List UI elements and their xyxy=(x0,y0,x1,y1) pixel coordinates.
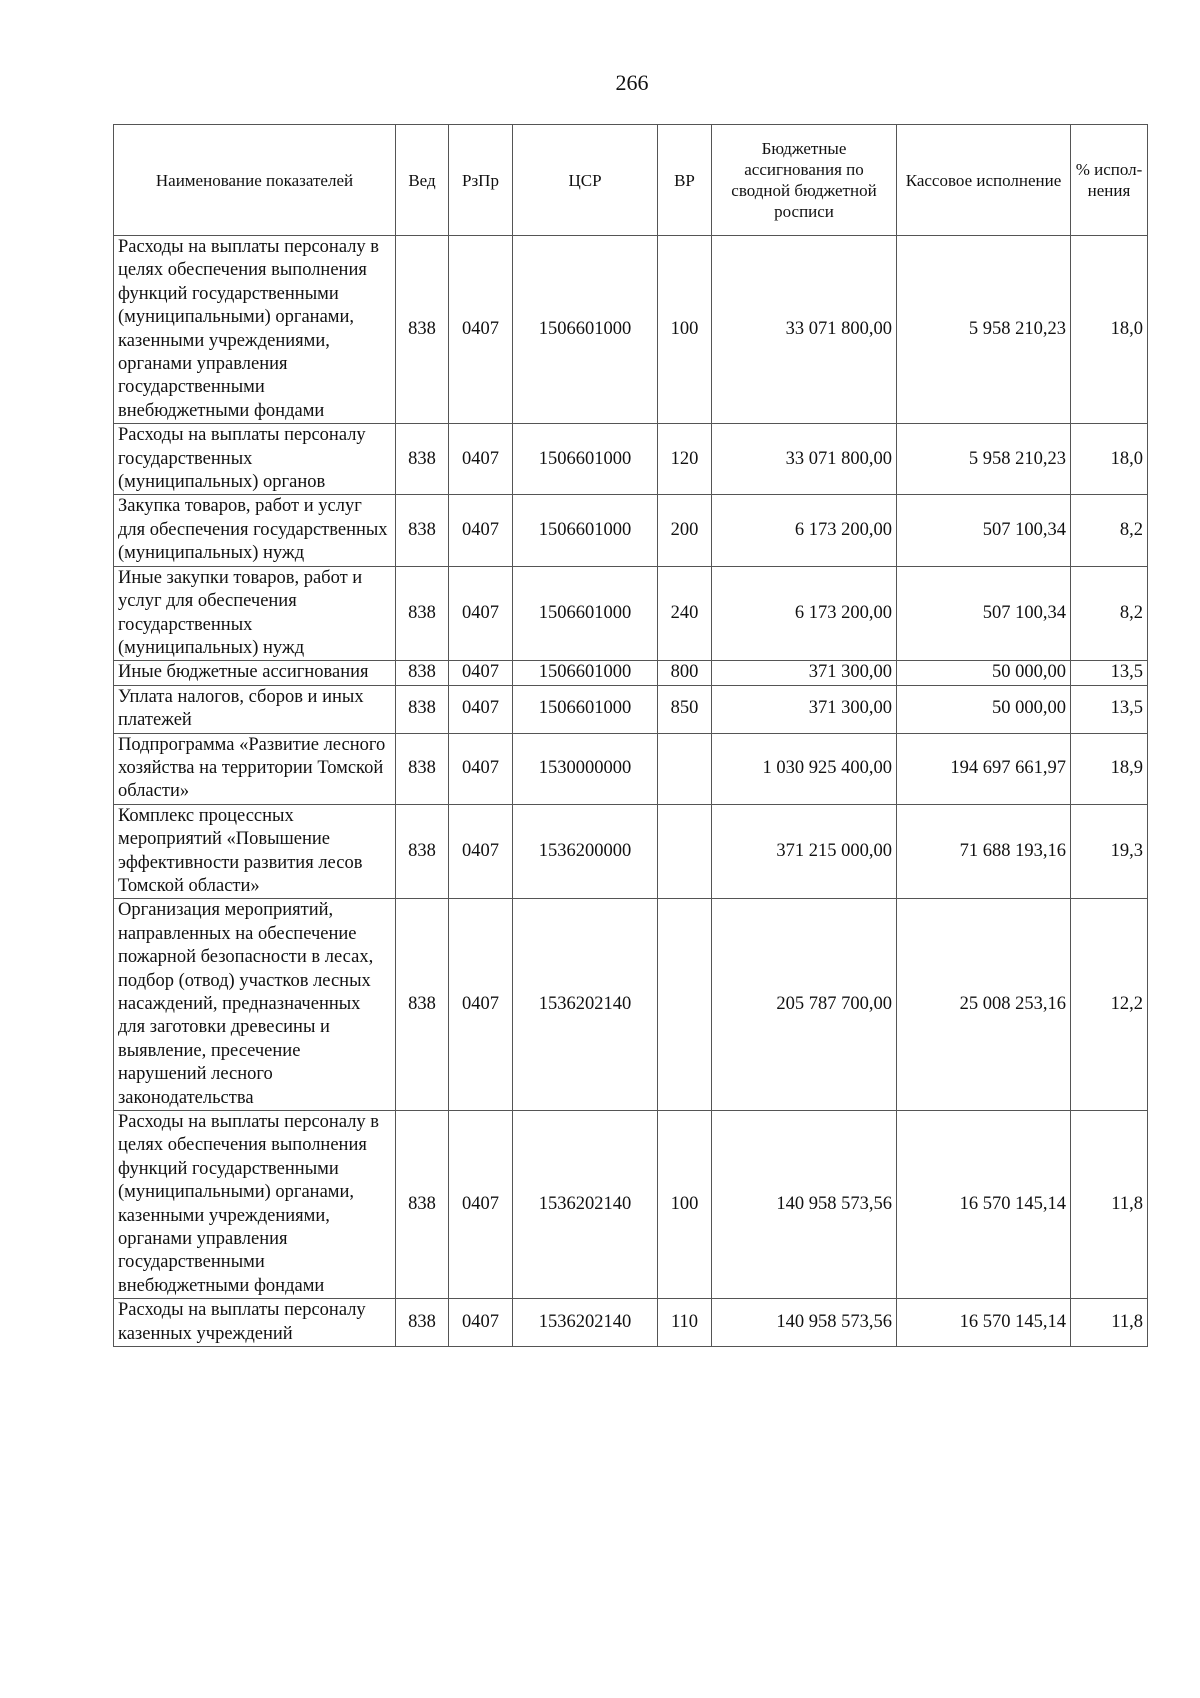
row-name: Уплата налогов, сборов и иных платежей xyxy=(114,685,396,733)
row-budget: 140 958 573,56 xyxy=(712,1299,897,1347)
row-vr: 120 xyxy=(658,424,712,495)
row-rzpr: 0407 xyxy=(449,424,513,495)
row-cash: 71 688 193,16 xyxy=(897,804,1071,899)
table-row xyxy=(114,804,1148,899)
row-percent: 12,2 xyxy=(1071,899,1148,1111)
row-rzpr: 0407 xyxy=(449,566,513,661)
row-budget: 371 300,00 xyxy=(712,661,897,685)
row-vr: 110 xyxy=(658,1299,712,1347)
table-row xyxy=(114,661,1148,685)
row-rzpr: 0407 xyxy=(449,236,513,424)
row-percent: 19,3 xyxy=(1071,804,1148,899)
row-budget: 140 958 573,56 xyxy=(712,1111,897,1299)
row-cash: 50 000,00 xyxy=(897,661,1071,685)
header-ved: Вед xyxy=(396,125,449,236)
row-percent: 13,5 xyxy=(1071,661,1148,685)
row-cash: 194 697 661,97 xyxy=(897,733,1071,804)
header-rzpr: РзПр xyxy=(449,125,513,236)
row-csr: 1506601000 xyxy=(513,424,658,495)
row-vr: 100 xyxy=(658,236,712,424)
header-cash: Кассовое исполнение xyxy=(897,125,1071,236)
row-percent: 18,0 xyxy=(1071,236,1148,424)
row-csr: 1530000000 xyxy=(513,733,658,804)
row-rzpr: 0407 xyxy=(449,495,513,566)
row-name: Подпрограмма «Развитие лесного хозяйства на территории Томской области» xyxy=(114,733,396,804)
row-rzpr: 0407 xyxy=(449,685,513,733)
row-csr: 1506601000 xyxy=(513,495,658,566)
row-budget: 205 787 700,00 xyxy=(712,899,897,1111)
row-vr xyxy=(658,733,712,804)
row-ved: 838 xyxy=(396,685,449,733)
budget-execution-table xyxy=(113,124,1148,1347)
row-rzpr: 0407 xyxy=(449,1111,513,1299)
row-csr: 1506601000 xyxy=(513,236,658,424)
row-name: Расходы на выплаты персоналу в целях обеспечения выполнения функций государственными (муниципальными) органами, казенными учреждениями, органами управления государственными внебюджетными фондами xyxy=(114,1111,396,1299)
row-name: Организация мероприятий, направленных на обеспечение пожарной безопасности в лесах, подбор (отвод) участков лесных насаждений, предназначенных для заготовки древесины и выявление, пресечение нарушений лесного законодательства xyxy=(114,899,396,1111)
row-vr: 850 xyxy=(658,685,712,733)
row-cash: 507 100,34 xyxy=(897,566,1071,661)
row-name: Иные закупки товаров, работ и услуг для обеспечения государственных (муниципальных) нужд xyxy=(114,566,396,661)
row-cash: 5 958 210,23 xyxy=(897,236,1071,424)
table-row xyxy=(114,1299,1148,1347)
row-name: Расходы на выплаты персоналу казенных учреждений xyxy=(114,1299,396,1347)
row-percent: 18,0 xyxy=(1071,424,1148,495)
row-cash: 25 008 253,16 xyxy=(897,899,1071,1111)
page-number: 266 xyxy=(615,70,649,95)
row-percent: 18,9 xyxy=(1071,733,1148,804)
row-budget: 1 030 925 400,00 xyxy=(712,733,897,804)
row-ved: 838 xyxy=(396,424,449,495)
table-row xyxy=(114,899,1148,1111)
row-rzpr: 0407 xyxy=(449,733,513,804)
row-csr: 1506601000 xyxy=(513,566,658,661)
row-budget: 371 300,00 xyxy=(712,685,897,733)
row-csr: 1506601000 xyxy=(513,661,658,685)
row-name: Расходы на выплаты персоналу государственных (муниципальных) органов xyxy=(114,424,396,495)
row-name: Иные бюджетные ассигнования xyxy=(114,661,396,685)
header-budget: Бюджетные ассигнования по сводной бюджетной росписи xyxy=(712,125,897,236)
row-budget: 6 173 200,00 xyxy=(712,566,897,661)
row-ved: 838 xyxy=(396,566,449,661)
row-ved: 838 xyxy=(396,733,449,804)
table-row xyxy=(114,236,1148,424)
row-percent: 8,2 xyxy=(1071,566,1148,661)
row-csr: 1536202140 xyxy=(513,1299,658,1347)
header-percent: % испол-нения xyxy=(1071,125,1148,236)
row-vr: 100 xyxy=(658,1111,712,1299)
header-csr: ЦСР xyxy=(513,125,658,236)
header-row xyxy=(114,125,1148,236)
row-budget: 33 071 800,00 xyxy=(712,236,897,424)
row-rzpr: 0407 xyxy=(449,804,513,899)
row-ved: 838 xyxy=(396,1299,449,1347)
table-row xyxy=(114,733,1148,804)
row-ved: 838 xyxy=(396,1111,449,1299)
row-percent: 11,8 xyxy=(1071,1111,1148,1299)
row-ved: 838 xyxy=(396,804,449,899)
table-row xyxy=(114,566,1148,661)
row-vr xyxy=(658,899,712,1111)
row-csr: 1536202140 xyxy=(513,1111,658,1299)
row-ved: 838 xyxy=(396,495,449,566)
row-cash: 16 570 145,14 xyxy=(897,1299,1071,1347)
row-name: Закупка товаров, работ и услуг для обеспечения государственных (муниципальных) нужд xyxy=(114,495,396,566)
row-vr: 240 xyxy=(658,566,712,661)
row-ved: 838 xyxy=(396,236,449,424)
row-budget: 33 071 800,00 xyxy=(712,424,897,495)
row-cash: 16 570 145,14 xyxy=(897,1111,1071,1299)
row-cash: 50 000,00 xyxy=(897,685,1071,733)
row-csr: 1536200000 xyxy=(513,804,658,899)
row-name: Комплекс процессных мероприятий «Повышение эффективности развития лесов Томской области» xyxy=(114,804,396,899)
row-vr xyxy=(658,804,712,899)
table-row xyxy=(114,424,1148,495)
row-cash: 5 958 210,23 xyxy=(897,424,1071,495)
row-rzpr: 0407 xyxy=(449,661,513,685)
row-cash: 507 100,34 xyxy=(897,495,1071,566)
row-percent: 13,5 xyxy=(1071,685,1148,733)
header-vr: ВР xyxy=(658,125,712,236)
row-csr: 1506601000 xyxy=(513,685,658,733)
row-vr: 200 xyxy=(658,495,712,566)
row-ved: 838 xyxy=(396,899,449,1111)
table-row xyxy=(114,685,1148,733)
row-budget: 371 215 000,00 xyxy=(712,804,897,899)
row-percent: 11,8 xyxy=(1071,1299,1148,1347)
header-name: Наименование показателей xyxy=(114,125,396,236)
row-budget: 6 173 200,00 xyxy=(712,495,897,566)
table-row xyxy=(114,1111,1148,1299)
row-ved: 838 xyxy=(396,661,449,685)
row-rzpr: 0407 xyxy=(449,899,513,1111)
row-csr: 1536202140 xyxy=(513,899,658,1111)
row-vr: 800 xyxy=(658,661,712,685)
row-percent: 8,2 xyxy=(1071,495,1148,566)
row-rzpr: 0407 xyxy=(449,1299,513,1347)
table-row xyxy=(114,495,1148,566)
row-name: Расходы на выплаты персоналу в целях обеспечения выполнения функций государственными (муниципальными) органами, казенными учреждениями, органами управления государственными внебюджетными фондами xyxy=(114,236,396,424)
